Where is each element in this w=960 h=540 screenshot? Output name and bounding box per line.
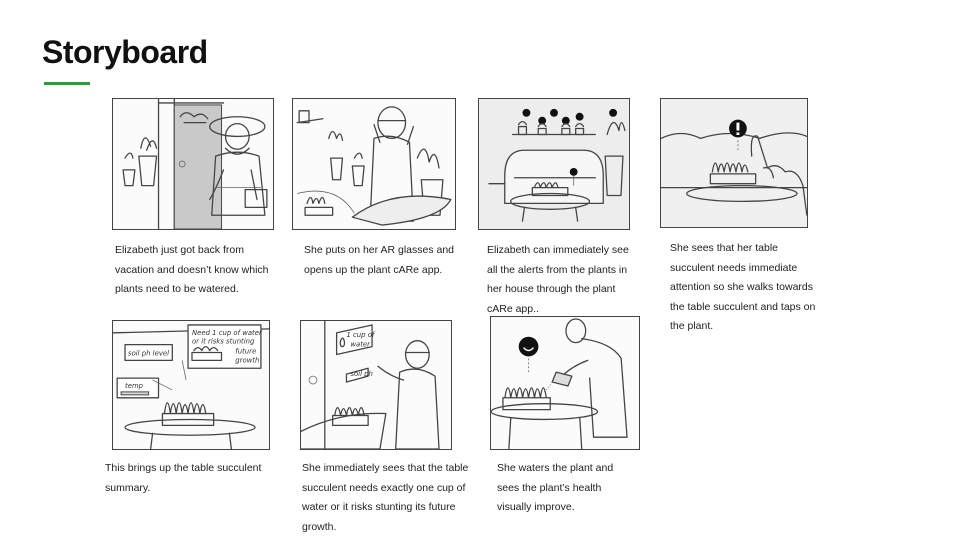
storyboard-frame-3 bbox=[478, 98, 630, 230]
page-title: Storyboard bbox=[42, 34, 208, 70]
risk-label: or it risks stunting bbox=[191, 337, 255, 346]
frame-3-sketch bbox=[479, 99, 629, 229]
need-water-label: Need 1 cup of water bbox=[191, 328, 262, 337]
frame-5-caption: This brings up the table succulent summary. bbox=[105, 462, 262, 494]
soil-ph-card-label: soil ph bbox=[350, 370, 373, 379]
temp-label: temp bbox=[125, 381, 144, 390]
storyboard-frame-5 bbox=[112, 320, 270, 450]
frame-7-caption: She waters the plant and sees the plant’s health visually improve. bbox=[497, 462, 614, 513]
frame-6-caption: She immediately sees that the table succulent needs exactly one cup of water or it risks stunting its future growth. bbox=[302, 462, 469, 533]
frame-1-caption: Elizabeth just got back from vacation and doesn’t know which plants need to be watered. bbox=[115, 244, 269, 295]
one-cup-label: 1 cup of bbox=[346, 330, 375, 339]
title-underline bbox=[44, 82, 90, 85]
storyboard-frame-4 bbox=[660, 98, 808, 228]
frame-2-sketch bbox=[293, 99, 455, 229]
frame-4-caption: She sees that her table succulent needs immediate attention so she walks towards the table succulent and taps on the plant. bbox=[670, 242, 816, 332]
growth-label: growth bbox=[235, 356, 260, 365]
frame-5-sketch bbox=[113, 321, 269, 449]
water-label: water bbox=[350, 340, 370, 349]
frame-6-sketch bbox=[301, 321, 451, 449]
frame-4-sketch bbox=[661, 99, 807, 227]
frame-1-sketch bbox=[113, 99, 273, 229]
soil-ph-label: soil ph level bbox=[127, 349, 170, 358]
storyboard-frame-1 bbox=[112, 98, 274, 230]
storyboard-frame-6 bbox=[300, 320, 452, 450]
frame-7-sketch bbox=[491, 317, 639, 449]
storyboard-frame-2 bbox=[292, 98, 456, 230]
frame-3-caption: Elizabeth can immediately see all the alerts from the plants in her house through the plant cARe app.. bbox=[487, 244, 629, 315]
future-label: future bbox=[235, 347, 257, 356]
storyboard-frame-7 bbox=[490, 316, 640, 450]
frame-2-caption: She puts on her AR glasses and opens up the plant cARe app. bbox=[304, 244, 455, 276]
